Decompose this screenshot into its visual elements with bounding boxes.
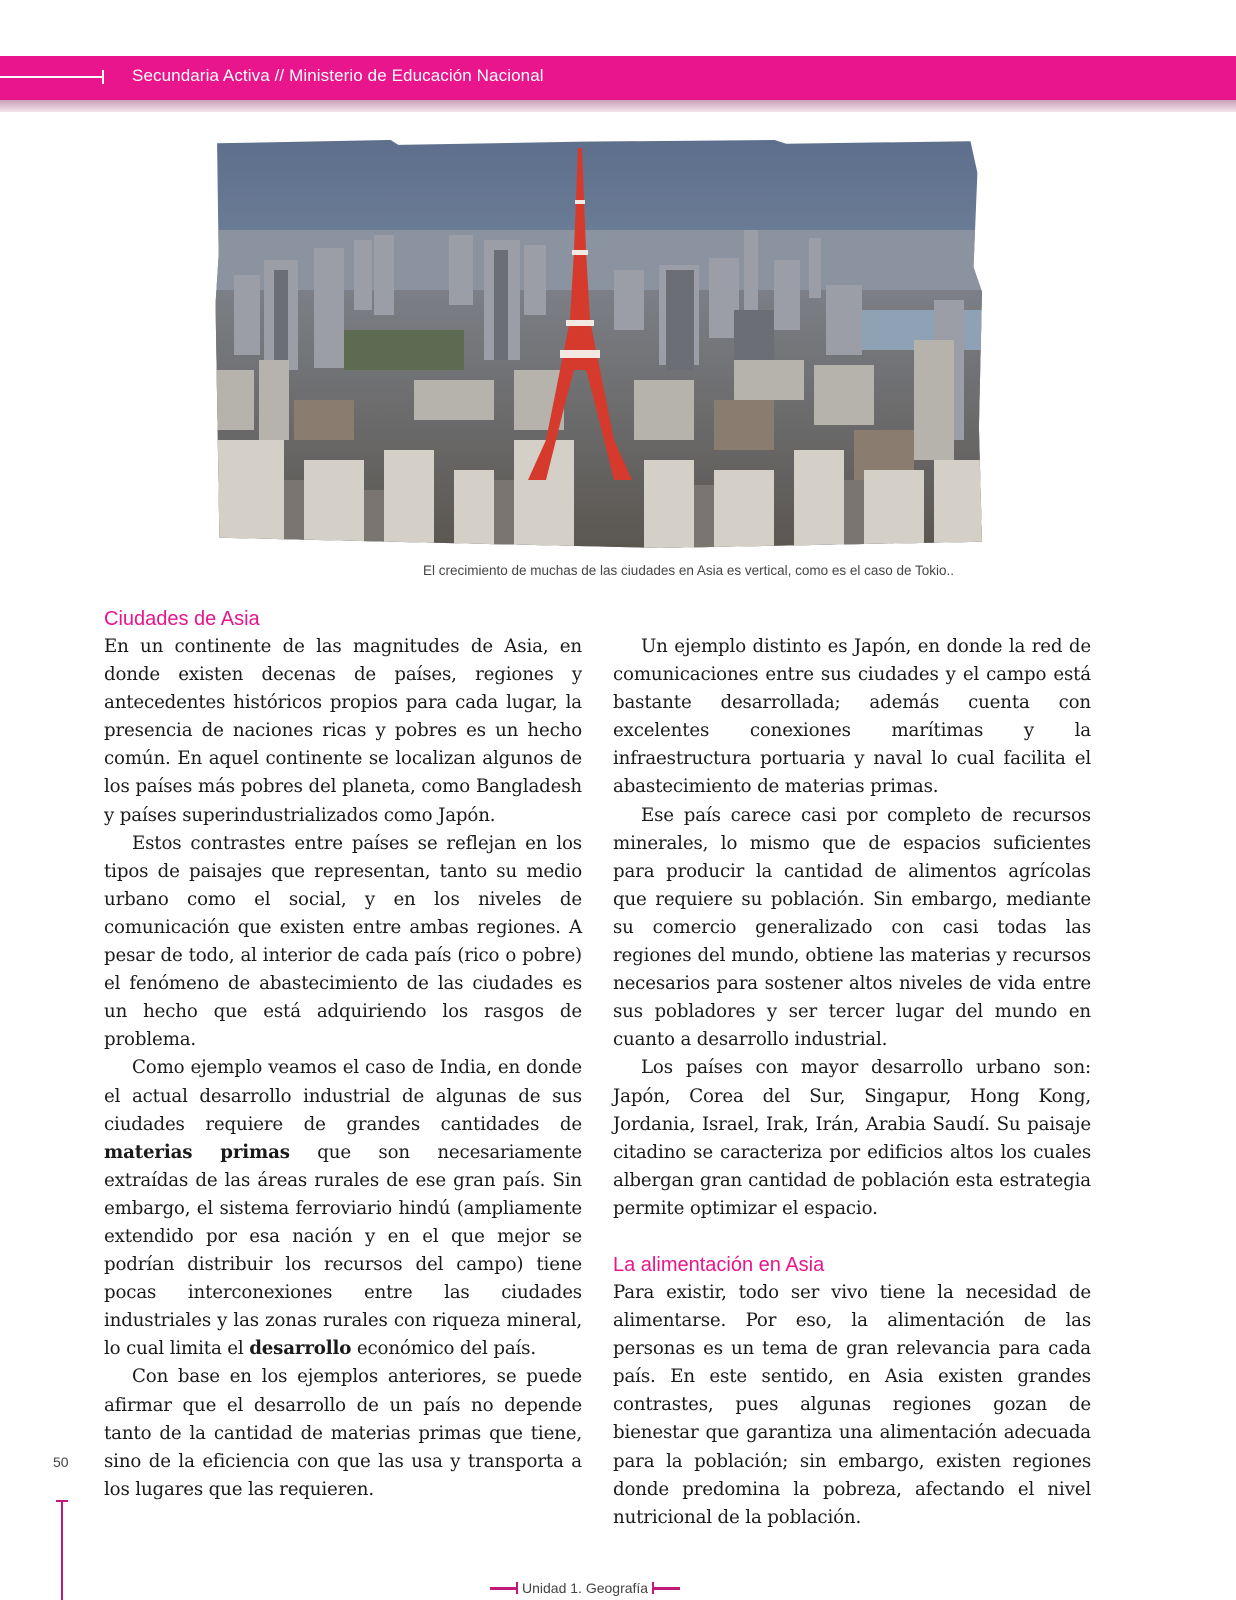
left-paragraph-3-part-b: que son necesariamente extraídas de las áreas rurales de ese gran país. Sin embargo, el sistema ferroviario hindú (ampliamente extendido por esa nación y en el que mejor se podrían distribuir los recursos del campo) tiene pocas interconexiones entre las ciudades industriales y las zonas rurales con riqueza mineral, lo cual limita el <box>104 1141 583 1360</box>
footer-unit-label <box>490 1578 710 1598</box>
left-paragraph-3-part-a: Como ejemplo veamos el caso de India, en donde el actual desarrollo industrial de algunas de sus ciudades requiere de grandes cantidades de <box>104 1057 582 1135</box>
right-paragraph-3: Los países con mayor desarrollo urbano son: Japón, Corea del Sur, Singapur, Hong Kong, Jordania, Israel, Irak, Irán, Arabia Saudí. Su paisaje citadino se caracteriza por edificios altos los cuales albergan gran cantidad de población esta estrategia permite optimizar el espacio. <box>613 1057 1091 1219</box>
header-title: Secundaria Activa // Ministerio de Educación Nacional <box>132 66 544 85</box>
right-paragraph-4: Para existir, todo ser vivo tiene la necesidad de alimentarse. Por eso, la alimentación de las personas es un tema de gran relevancia para cada país. En este sentido, en Asia existen grandes contrastes, pues algunas regiones gozan de bienestar que garantiza una alimentación adecuada para la población; sin embargo, existen regiones donde predomina la pobreza, afectando el nivel nutricional de la población. <box>613 1281 1091 1528</box>
photo-caption: El crecimiento de muchas de las ciudades en Asia es vertical, como es el caso de Tokio.. <box>422 563 954 578</box>
footer-right-bar <box>654 1587 680 1590</box>
right-paragraph-2: Ese país carece casi por completo de recursos minerales, lo mismo que de espacios suficientes para producir la cantidad de alimentos agrícolas que requiere su población. Sin embargo, mediante su comercio generalizado con casi todas las regiones del mundo, obtiene las materias y recursos necesarios para sostener altos niveles de vida entre sus pobladores y ser tercer lugar del mundo en cuanto a desarrollo industrial. <box>613 804 1091 1051</box>
header-decorative-line <box>0 76 104 78</box>
right-paragraph-1: Un ejemplo distinto es Japón, en donde la red de comunicaciones entre sus ciudades y el campo está bastante desarrollada; además cuenta con excelentes conexiones marítimas y la infraestructura portuaria y naval lo cual facilita el abastecimiento de materias primas. <box>613 636 1091 798</box>
right-column <box>613 633 1091 1532</box>
footer-left-bar <box>490 1587 516 1590</box>
left-paragraph-3-part-c: económico del país. <box>351 1338 536 1360</box>
left-paragraph-1: En un continente de las magnitudes de Asia, en donde existen decenas de países, regiones y antecedentes históricos propios para cada lugar, la presencia de naciones ricas y pobres es un hecho común. En aquel continente se localizan algunos de los países más pobres del planeta, como Bangladesh y países superindustrializados como Japón. <box>104 636 582 826</box>
section-heading-ciudades: Ciudades de Asia <box>104 608 260 630</box>
footer-unit-text: Unidad 1. Geografía <box>522 1580 649 1596</box>
section-spacer <box>613 1223 1091 1251</box>
left-paragraph-3 <box>104 1054 582 1363</box>
bold-term-desarrollo: desarrollo <box>249 1338 352 1360</box>
header-band-shadow <box>0 100 1236 112</box>
left-column <box>104 605 582 1504</box>
header-decorative-tick <box>102 70 104 84</box>
left-paragraph-2: Estos contrastes entre países se reflejan en los tipos de paisajes que representan, tanto su medio urbano como el social, y en los niveles de comunicación que existen entre ambas regiones. A pesar de todo, al interior de cada país (rico o pobre) el fenómeno de abastecimiento de las ciudades es un hecho que está adquiriendo los rasgos de problema. <box>104 832 582 1051</box>
tokyo-city-photo <box>214 140 982 550</box>
left-paragraph-4: Con base en los ejemplos anteriores, se puede afirmar que el desarrollo de un país no depende tanto de la cantidad de materias primas que tiene, sino de la eficiencia con que las usa y transporta a los lugares que las requieren. <box>104 1366 582 1500</box>
section-heading-alimentacion: La alimentación en Asia <box>613 1253 825 1276</box>
bold-term-materias-primas: materias primas <box>104 1141 290 1163</box>
page-number: 50 <box>53 1454 69 1470</box>
side-decorative-line <box>61 1500 63 1600</box>
